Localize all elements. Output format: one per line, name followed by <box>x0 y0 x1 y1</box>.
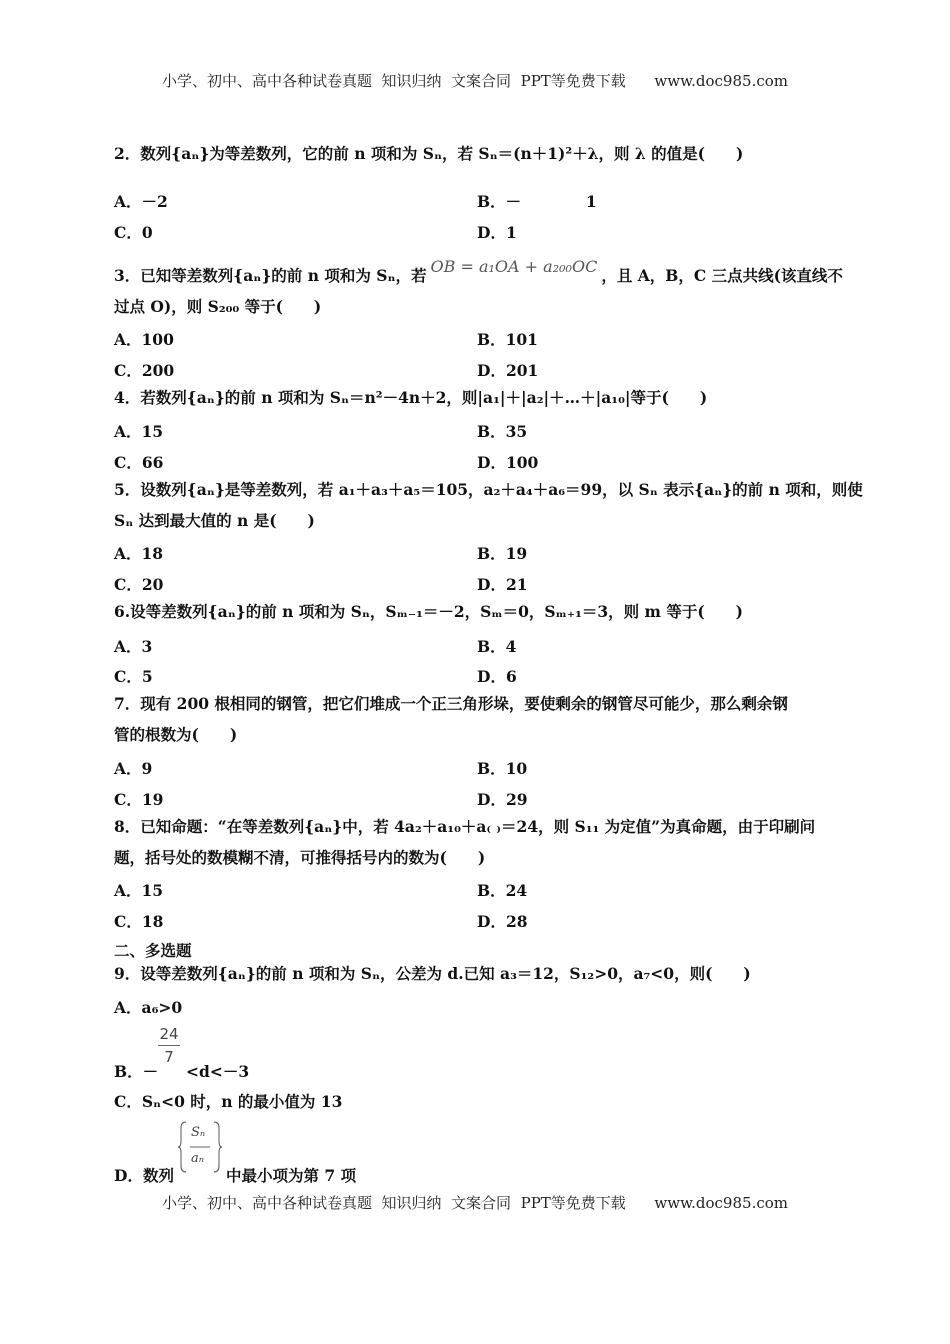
question-5-stem: 5．设数列{aₙ}是等差数列，若 a₁＋a₃＋a₅＝105，a₂＋a₄＋a₆＝99，以 Sₙ 表示{aₙ}的前 n 项和，则使 <box>114 480 863 499</box>
q3-stem-part2: ，且 A，B，C 三点共线(该直线不 <box>601 266 843 285</box>
q9-option-d-suffix: 中最小项为第 7 项 <box>226 1166 357 1185</box>
sequence-denominator: aₙ <box>191 1151 205 1166</box>
question-2-stem: 2．数列{aₙ}为等差数列，它的前 n 项和为 Sₙ，若 Sₙ＝(n＋1)²＋λ，则 λ 的值是( ) <box>114 144 744 163</box>
q7-option-c: C．19 <box>114 790 164 809</box>
q9-option-b-suffix: <d<－3 <box>186 1062 250 1081</box>
q6-option-d: D．6 <box>477 667 517 686</box>
q6-option-b: B．4 <box>477 637 517 656</box>
q5-option-c: C．20 <box>114 575 164 594</box>
q9-option-d-sequence <box>178 1120 222 1174</box>
q4-option-d: D．100 <box>477 453 539 472</box>
q2-option-c: C．0 <box>114 223 153 242</box>
page-header: 小学、初中、高中各种试卷真题 知识归纳 文案合同 PPT等免费下载 www.doc985.com <box>161 72 788 90</box>
q6-option-c: C．5 <box>114 667 153 686</box>
q8-option-b: B．24 <box>477 881 528 900</box>
q3-vector-expression: OB = a₁OA + a₂₀₀OC <box>430 257 598 276</box>
q3-stem-part1: 3．已知等差数列{aₙ}的前 n 项和为 Sₙ，若 <box>114 266 427 285</box>
q8-option-a: A．15 <box>114 881 164 900</box>
q5-option-a: A．18 <box>114 544 164 563</box>
q9-option-c: C．Sₙ<0 时，n 的最小值为 13 <box>114 1092 343 1111</box>
q3-option-b: B．101 <box>477 330 538 349</box>
q9-option-d-prefix: D．数列 <box>114 1166 174 1185</box>
question-3-stem <box>114 257 843 291</box>
question-5-stem-line2: Sₙ 达到最大值的 n 是( ) <box>114 511 315 530</box>
q9-option-b-prefix: B．－ <box>114 1062 159 1081</box>
fraction-denominator: 7 <box>164 1048 174 1066</box>
page-footer: 小学、初中、高中各种试卷真题 知识归纳 文案合同 PPT等免费下载 www.doc985.com <box>161 1194 788 1212</box>
question-7-stem: 7．现有 200 根相同的钢管，把它们堆成一个正三角形垛，要使剩余的钢管尽可能少，那么剩余钢 <box>114 694 788 713</box>
q7-option-b: B．10 <box>477 759 528 778</box>
q3-option-d: D．201 <box>477 361 539 380</box>
q4-option-a: A．15 <box>114 422 164 441</box>
q8-option-c: C．18 <box>114 912 164 931</box>
q9-option-a: A．a₆>0 <box>114 998 183 1017</box>
q6-option-a: A．3 <box>114 637 153 656</box>
q9-option-b-fraction <box>158 1025 180 1066</box>
question-9-stem: 9．设等差数列{aₙ}的前 n 项和为 Sₙ，公差为 d.已知 a₃＝12，S₁₂>0，a₇<0，则( ) <box>114 964 751 983</box>
q2-option-a: A．－2 <box>114 192 168 211</box>
q2-option-b: B．－ 1 <box>477 192 597 211</box>
q4-option-b: B．35 <box>477 422 528 441</box>
question-4-stem: 4．若数列{aₙ}的前 n 项和为 Sₙ＝n²－4n＋2，则|a₁|＋|a₂|＋…＋|a₁₀|等于( ) <box>114 388 708 407</box>
q4-option-c: C．66 <box>114 453 164 472</box>
q3-option-a: A．100 <box>114 330 174 349</box>
question-8-stem: 8．已知命题：“在等差数列{aₙ}中，若 4a₂＋a₁₀＋a₍ ₎＝24，则 S₁₁ 为定值”为真命题，由于印刷问 <box>114 817 816 836</box>
section-multiple-choice-heading: 二、多选题 <box>114 941 192 960</box>
q7-option-a: A．9 <box>114 759 153 778</box>
q2-option-d: D．1 <box>477 223 517 242</box>
fraction-numerator: 24 <box>159 1025 179 1043</box>
q8-option-d: D．28 <box>477 912 528 931</box>
question-7-stem-line2: 管的根数为( ) <box>114 725 238 744</box>
question-6-stem: 6.设等差数列{aₙ}的前 n 项和为 Sₙ，Sₘ₋₁＝－2，Sₘ＝0，Sₘ₊₁＝3，则 m 等于( ) <box>114 602 744 621</box>
question-3-stem-line2: 过点 O)，则 S₂₀₀ 等于( ) <box>114 297 322 316</box>
fraction-bar <box>158 1045 180 1046</box>
q5-option-b: B．19 <box>477 544 528 563</box>
sequence-numerator: Sₙ <box>191 1125 206 1140</box>
q3-option-c: C．200 <box>114 361 175 380</box>
q7-option-d: D．29 <box>477 790 528 809</box>
q5-option-d: D．21 <box>477 575 528 594</box>
question-8-stem-line2: 题，括号处的数模糊不清，可推得括号内的数为( ) <box>114 848 486 867</box>
